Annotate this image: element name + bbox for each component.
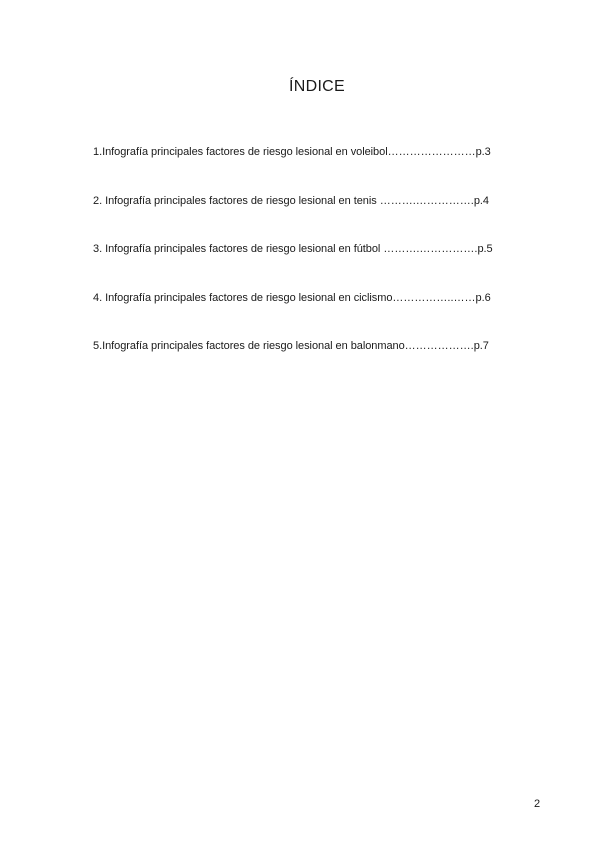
toc-entry-tenis [93,193,493,209]
page-title: ÍNDICE [288,78,346,95]
toc-leader-dots: ……….……………. [380,243,478,255]
toc-leader-dots: ……….……………. [376,194,474,207]
toc-entry-voleibol [93,144,493,160]
toc-page-ref: p.6 [475,291,491,304]
toc-entry-ciclismo [93,290,493,306]
toc-page-ref: p.5 [477,243,493,255]
table-of-contents [93,144,493,387]
toc-leader-dots: …………………… [387,146,476,158]
toc-leader-dots: ……………..…… [392,291,476,304]
toc-leader-dots: ………………. [404,340,474,352]
toc-page-ref: p.4 [473,194,490,207]
toc-entry-label: 5.Infografía principales factores de riesgo lesional en balonmano [93,340,405,352]
toc-page-ref: p.7 [473,340,489,352]
toc-entry-balonmano [93,338,493,354]
toc-entry-label: 2. Infografía principales factores de riesgo lesional en tenis [93,194,377,207]
toc-entry-futbol [93,241,493,257]
toc-entry-label: 1.Infografía principales factores de riesgo lesional en voleibol [93,146,388,158]
toc-entry-label: 3. Infografía principales factores de riesgo lesional en fútbol [93,243,381,255]
toc-entry-label: 4. Infografía principales factores de riesgo lesional en ciclismo [93,291,393,304]
page-number: 2 [534,798,541,810]
toc-page-ref: p.3 [475,146,491,158]
